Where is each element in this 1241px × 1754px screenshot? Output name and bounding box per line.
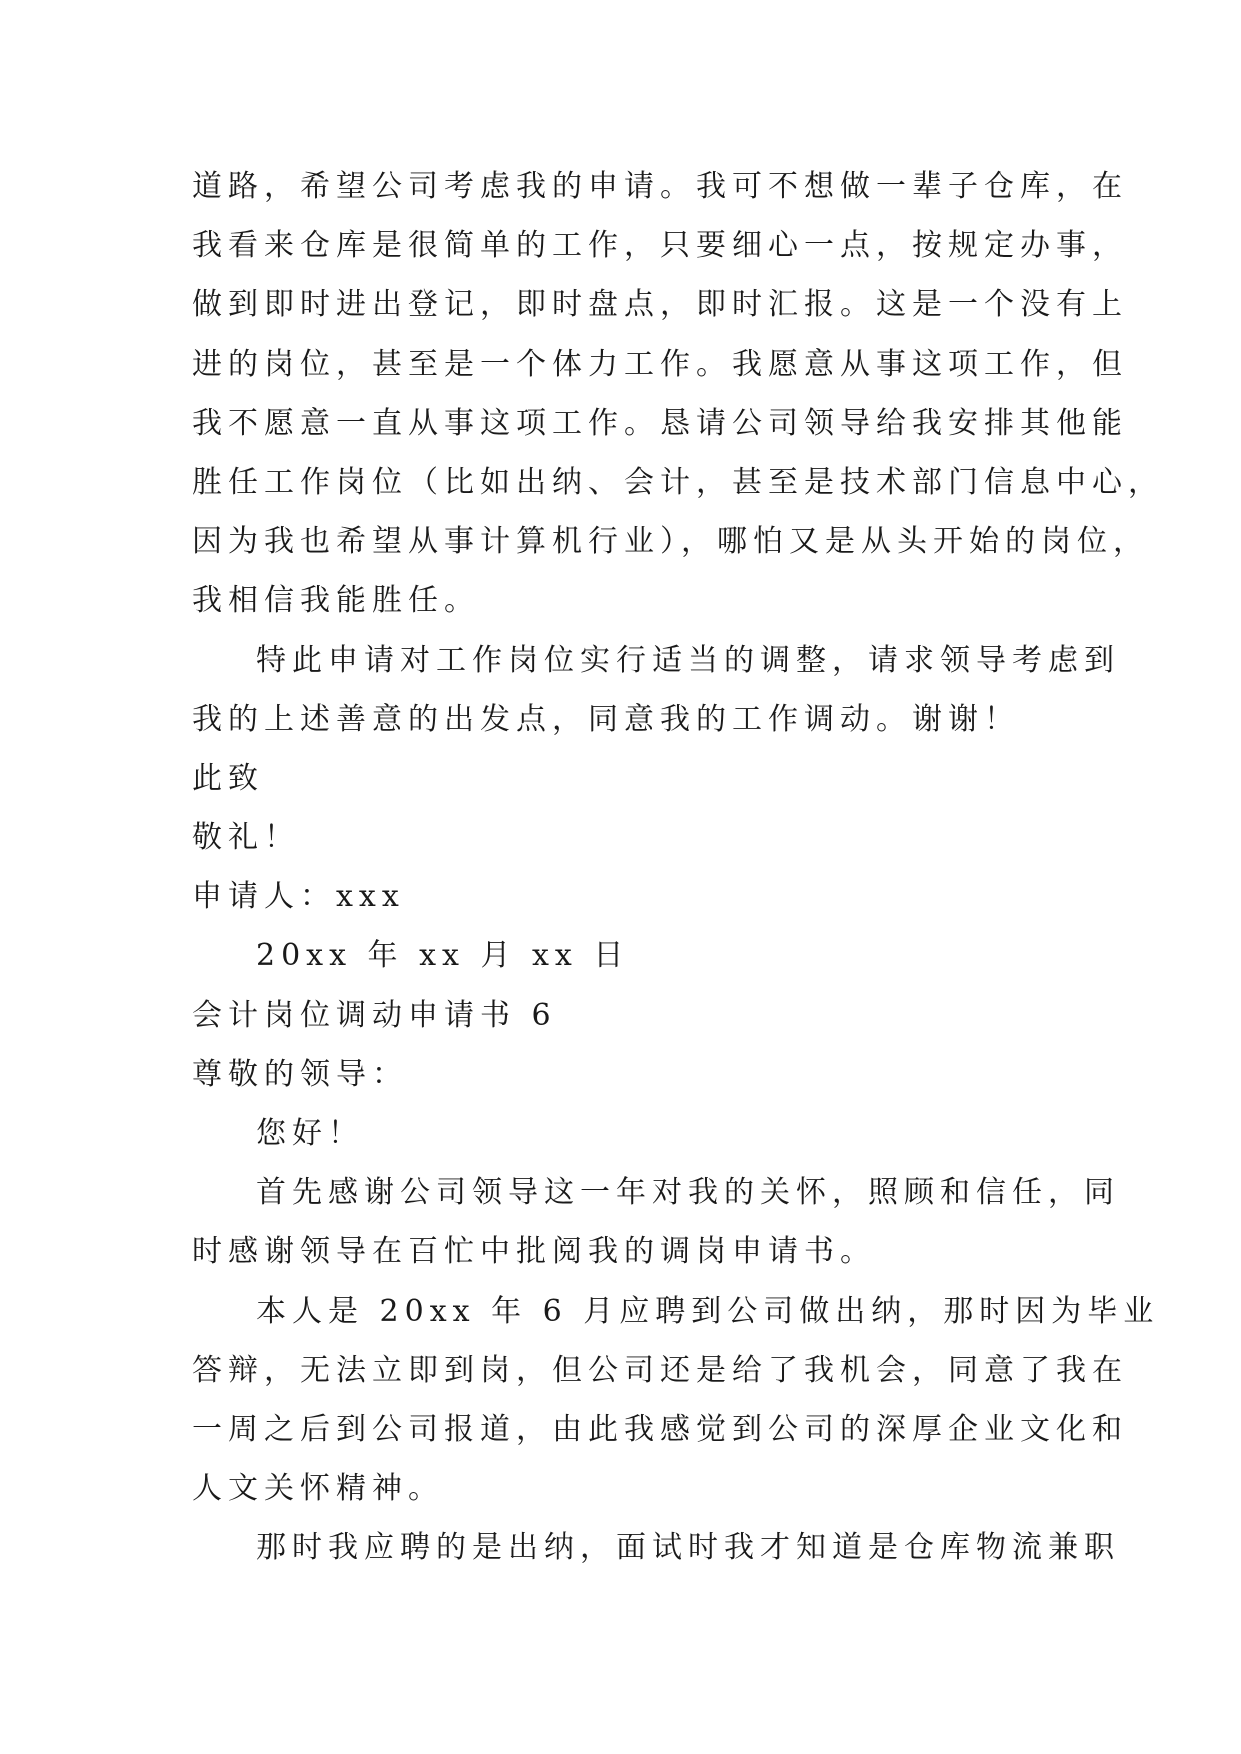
text-line: 做到即时进出登记，即时盘点，即时汇报。这是一个没有上 bbox=[192, 287, 1128, 323]
document-body bbox=[192, 157, 1164, 1578]
text-line: 20xx 年 xx 月 xx 日 bbox=[256, 938, 630, 974]
text-line: 首先感谢公司领导这一年对我的关怀，照顾和信任，同 bbox=[256, 1175, 1120, 1211]
text-line: 我不愿意一直从事这项工作。恳请公司领导给我安排其他能 bbox=[192, 405, 1128, 441]
text-line: 道路，希望公司考虑我的申请。我可不想做一辈子仓库，在 bbox=[192, 169, 1128, 204]
text-line: 胜任工作岗位（比如出纳、会计，甚至是技术部门信息中心， bbox=[192, 464, 1164, 500]
text-line: 人文关怀精神。 bbox=[192, 1471, 444, 1507]
text-line: 此致 bbox=[192, 760, 264, 796]
text-line: 答辩，无法立即到岗，但公司还是给了我机会，同意了我在 bbox=[192, 1352, 1128, 1388]
text-line: 敬礼！ bbox=[192, 820, 300, 856]
text-line: 您好！ bbox=[256, 1116, 364, 1151]
text-line: 时感谢领导在百忙中批阅我的调岗申请书。 bbox=[192, 1234, 876, 1270]
text-line: 我相信我能胜任。 bbox=[192, 583, 480, 619]
text-line: 那时我应聘的是出纳，面试时我才知道是仓库物流兼职 bbox=[256, 1530, 1120, 1566]
text-line: 特此申请对工作岗位实行适当的调整，请求领导考虑到 bbox=[256, 642, 1120, 678]
text-line: 申请人：xxx bbox=[192, 879, 405, 915]
text-line: 进的岗位，甚至是一个体力工作。我愿意从事这项工作，但 bbox=[192, 346, 1128, 382]
text-line: 一周之后到公司报道，由此我感觉到公司的深厚企业文化和 bbox=[192, 1411, 1128, 1447]
text-line: 我的上述善意的出发点，同意我的工作调动。谢谢！ bbox=[192, 701, 1020, 737]
text-line: 因为我也希望从事计算机行业），哪怕又是从头开始的岗位， bbox=[192, 524, 1149, 560]
text-line: 会计岗位调动申请书 6 bbox=[192, 997, 557, 1033]
text-line: 尊敬的领导： bbox=[192, 1056, 408, 1092]
text-line: 本人是 20xx 年 6 月应聘到公司做出纳，那时因为毕业 bbox=[256, 1293, 1160, 1329]
text-line: 我看来仓库是很简单的工作，只要细心一点，按规定办事， bbox=[192, 228, 1128, 264]
